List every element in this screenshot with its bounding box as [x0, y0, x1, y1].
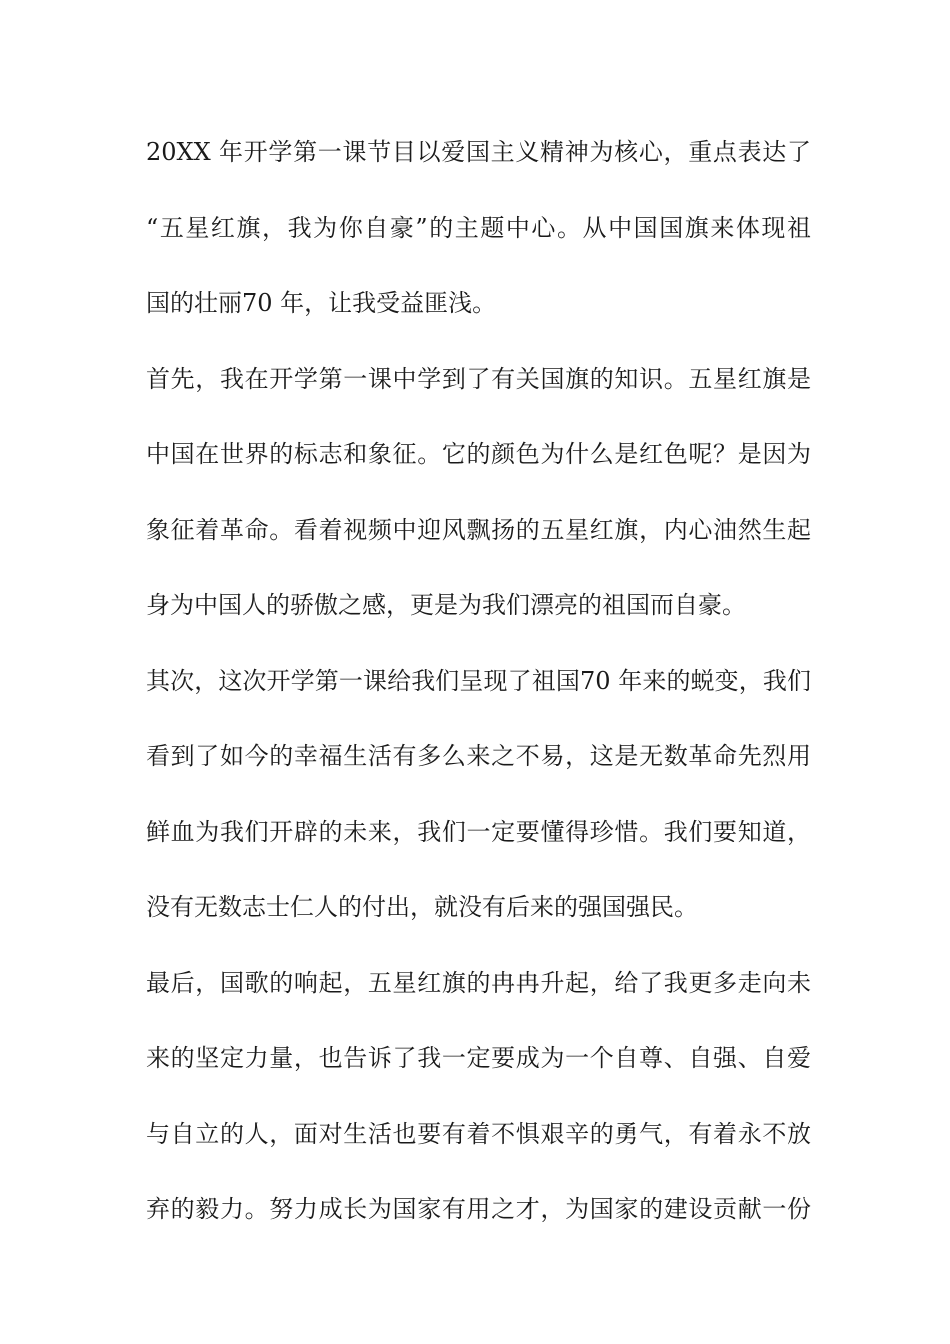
text-line: 20XX 年开学第一课节目以爱国主义精神为核心，重点表达了	[146, 138, 811, 166]
text-line: 鲜血为我们开辟的未来，我们一定要懂得珍惜。我们要知道，	[146, 817, 811, 846]
text-line: 象征着革命。看着视频中迎风飘扬的五星红旗，内心油然生起	[146, 515, 811, 544]
text-line: 其次，这次开学第一课给我们呈现了祖国70 年来的蜕变，我们	[146, 666, 811, 695]
paragraph-3	[146, 657, 811, 959]
text-line: 中国在世界的标志和象征。它的颜色为什么是红色呢？是因为	[146, 440, 811, 468]
text-line: 首先，我在开学第一课中学到了有关国旗的知识。五星红旗是	[146, 364, 811, 393]
text-line: 身为中国人的骄傲之感，更是为我们漂亮的祖国而自豪。	[146, 591, 746, 619]
text-line: 国的壮丽70 年，让我受益匪浅。	[146, 289, 497, 317]
paragraph-1	[146, 128, 811, 355]
document-body	[146, 128, 811, 1261]
text-line: 来的坚定力量，也告诉了我一定要成为一个自尊、自强、自爱	[146, 1044, 811, 1072]
paragraph-4	[146, 959, 811, 1261]
text-line: 弃的毅力。努力成长为国家有用之才，为国家的建设贡献一份	[146, 1195, 811, 1223]
text-line: 与自立的人，面对生活也要有着不惧艰辛的勇气，有着永不放	[146, 1119, 811, 1148]
text-line: “五星红旗，我为你自豪”的主题中心。从中国国旗来体现祖	[146, 213, 811, 242]
text-line: 最后，国歌的响起，五星红旗的冉冉升起，给了我更多走向未	[146, 968, 811, 997]
text-line: 看到了如今的幸福生活有多么来之不易，这是无数革命先烈用	[146, 742, 811, 770]
text-line: 没有无数志士仁人的付出，就没有后来的强国强民。	[146, 893, 698, 921]
paragraph-2	[146, 355, 811, 657]
